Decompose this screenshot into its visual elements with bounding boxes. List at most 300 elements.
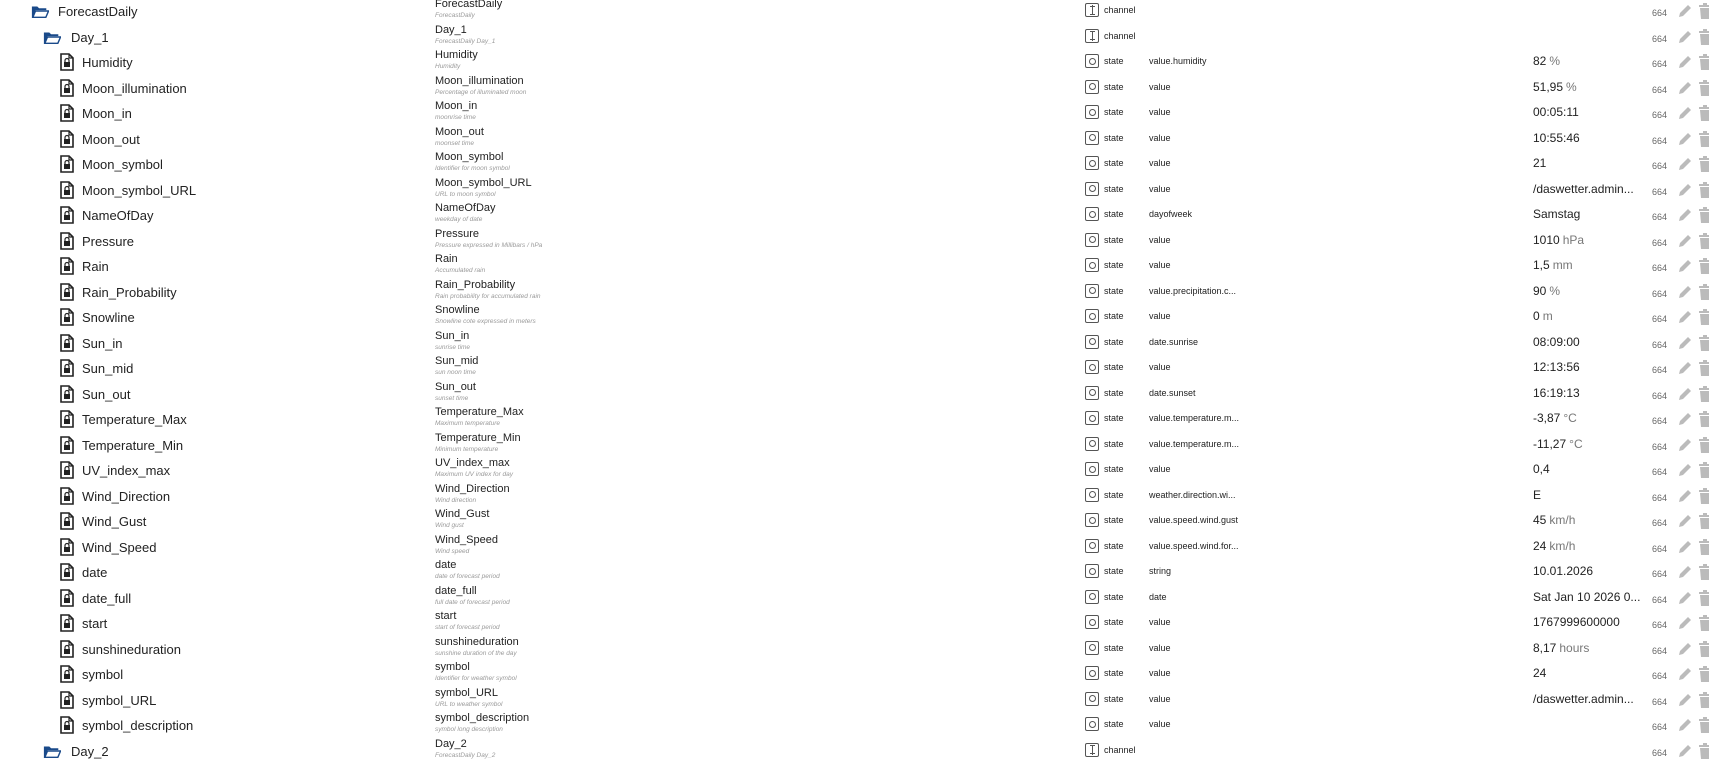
object-value[interactable]: [1533, 233, 1584, 247]
object-name: Rain_Probability: [435, 279, 515, 291]
state-file-icon: [58, 308, 76, 326]
state-type-icon: [1085, 105, 1099, 119]
tree-state-row[interactable]: [0, 51, 1709, 77]
object-description: URL to moon symbol: [435, 191, 496, 198]
pencil-icon[interactable]: [1677, 641, 1693, 657]
tree-state-row[interactable]: [0, 638, 1709, 664]
trash-icon[interactable]: [1699, 309, 1709, 325]
object-description: sunshine duration of the day: [435, 650, 517, 657]
value-text: 21: [1533, 156, 1546, 170]
channel-type-icon: [1085, 3, 1099, 17]
object-value[interactable]: [1533, 564, 1593, 578]
object-id: Moon_out: [82, 132, 140, 147]
object-description: full date of forecast period: [435, 599, 510, 606]
state-file-icon: [58, 283, 76, 301]
acl-permissions: 664: [1652, 238, 1667, 248]
tree-state-row[interactable]: [0, 128, 1709, 154]
object-id: Moon_symbol_URL: [82, 183, 196, 198]
object-value[interactable]: [1533, 360, 1580, 374]
trash-icon[interactable]: [1699, 182, 1709, 198]
object-value[interactable]: [1533, 462, 1550, 476]
acl-permissions: 664: [1652, 697, 1667, 707]
state-file-icon: [58, 79, 76, 97]
object-id: date_full: [82, 591, 131, 606]
value-text: 45: [1533, 513, 1546, 527]
trash-icon[interactable]: [1699, 615, 1709, 631]
value-unit: m: [1543, 309, 1553, 323]
object-role: value: [1149, 694, 1171, 704]
object-role: date.sunset: [1149, 388, 1196, 398]
trash-icon[interactable]: [1699, 564, 1709, 580]
acl-permissions: 664: [1652, 365, 1667, 375]
value-text: 0: [1533, 309, 1540, 323]
acl-permissions: 664: [1652, 569, 1667, 579]
object-value[interactable]: [1533, 437, 1583, 451]
folder-open-icon[interactable]: [43, 742, 61, 760]
object-name: Moon_symbol: [435, 151, 503, 163]
object-type: state: [1104, 260, 1124, 270]
value-text: /daswetter.admin...: [1533, 692, 1634, 706]
tree-state-row[interactable]: [0, 255, 1709, 281]
tree-state-row[interactable]: [0, 179, 1709, 205]
state-file-icon: [58, 155, 76, 173]
tree-state-row[interactable]: [0, 612, 1709, 638]
folder-open-icon[interactable]: [43, 28, 61, 46]
object-name: symbol: [435, 661, 470, 673]
trash-icon[interactable]: [1699, 717, 1709, 733]
state-file-icon: [58, 614, 76, 632]
trash-icon[interactable]: [1699, 233, 1709, 249]
acl-permissions: 664: [1652, 595, 1667, 605]
acl-permissions: 664: [1652, 212, 1667, 222]
tree-folder-row[interactable]: [0, 26, 1709, 52]
state-type-icon: [1085, 564, 1099, 578]
value-text: Samstag: [1533, 207, 1580, 221]
object-description: start of forecast period: [435, 624, 500, 631]
state-file-icon: [58, 257, 76, 275]
pencil-icon[interactable]: [1677, 590, 1693, 606]
object-type: state: [1104, 107, 1124, 117]
state-type-icon: [1085, 539, 1099, 553]
tree-state-row[interactable]: [0, 510, 1709, 536]
object-role: value.temperature.m...: [1149, 413, 1239, 423]
tree-state-row[interactable]: [0, 408, 1709, 434]
tree-state-row[interactable]: [0, 587, 1709, 613]
tree-state-row[interactable]: [0, 663, 1709, 689]
trash-icon[interactable]: [1699, 411, 1709, 427]
object-value[interactable]: [1533, 105, 1579, 119]
object-type: state: [1104, 158, 1124, 168]
tree-state-row[interactable]: [0, 485, 1709, 511]
trash-icon[interactable]: [1699, 3, 1709, 19]
object-type: state: [1104, 541, 1124, 551]
state-file-icon: [58, 461, 76, 479]
object-id: Humidity: [82, 55, 133, 70]
object-id: Wind_Speed: [82, 540, 156, 555]
object-description: Accumulated rain: [435, 267, 485, 274]
pencil-icon[interactable]: [1677, 80, 1693, 96]
state-file-icon: [58, 487, 76, 505]
object-name: Day_2: [435, 738, 467, 750]
pencil-icon[interactable]: [1677, 360, 1693, 376]
value-text: /daswetter.admin...: [1533, 182, 1634, 196]
object-id: Temperature_Min: [82, 438, 183, 453]
object-value[interactable]: [1533, 80, 1577, 94]
tree-state-row[interactable]: [0, 102, 1709, 128]
state-type-icon: [1085, 692, 1099, 706]
value-text: 8,17: [1533, 641, 1556, 655]
pencil-icon[interactable]: [1677, 105, 1693, 121]
trash-icon[interactable]: [1699, 335, 1709, 351]
object-name: Moon_symbol_URL: [435, 177, 532, 189]
object-description: Humidity: [435, 63, 460, 70]
object-id: NameOfDay: [82, 208, 154, 223]
object-name: Temperature_Min: [435, 432, 521, 444]
state-file-icon: [58, 691, 76, 709]
state-type-icon: [1085, 335, 1099, 349]
object-name: Humidity: [435, 49, 478, 61]
object-description: Wind direction: [435, 497, 476, 504]
value-text: 10.01.2026: [1533, 564, 1593, 578]
acl-permissions: 664: [1652, 8, 1667, 18]
acl-permissions: 664: [1652, 161, 1667, 171]
state-file-icon: [58, 563, 76, 581]
object-name: Wind_Gust: [435, 508, 489, 520]
object-description: ForecastDaily Day_2: [435, 752, 495, 759]
pencil-icon[interactable]: [1677, 258, 1693, 274]
object-description: Wind gust: [435, 522, 464, 529]
value-unit: %: [1549, 54, 1560, 68]
state-file-icon: [58, 130, 76, 148]
trash-icon[interactable]: [1699, 258, 1709, 274]
pencil-icon[interactable]: [1677, 564, 1693, 580]
object-description: sunset time: [435, 395, 468, 402]
object-id: Pressure: [82, 234, 134, 249]
object-value[interactable]: [1533, 335, 1580, 349]
object-value[interactable]: [1533, 156, 1546, 170]
object-description: Pressure expressed in Millibars / hPa: [435, 242, 542, 249]
object-description: Maximum UV index for day: [435, 471, 513, 478]
object-name: Wind_Speed: [435, 534, 498, 546]
object-description: Maximum temperature: [435, 420, 500, 427]
trash-icon[interactable]: [1699, 488, 1709, 504]
trash-icon[interactable]: [1699, 513, 1709, 529]
object-type: state: [1104, 566, 1124, 576]
state-type-icon: [1085, 462, 1099, 476]
tree-state-row[interactable]: [0, 153, 1709, 179]
object-role: value.temperature.m...: [1149, 439, 1239, 449]
object-role: value.precipitation.c...: [1149, 286, 1236, 296]
pencil-icon[interactable]: [1677, 488, 1693, 504]
state-type-icon: [1085, 182, 1099, 196]
object-name: symbol_URL: [435, 687, 498, 699]
tree-state-row[interactable]: [0, 332, 1709, 358]
pencil-icon[interactable]: [1677, 666, 1693, 682]
trash-icon[interactable]: [1699, 386, 1709, 402]
value-unit: °C: [1563, 411, 1576, 425]
acl-permissions: 664: [1652, 391, 1667, 401]
value-unit: km/h: [1549, 539, 1575, 553]
value-text: 24: [1533, 666, 1546, 680]
object-description: sunrise time: [435, 344, 470, 351]
pencil-icon[interactable]: [1677, 3, 1693, 19]
object-value[interactable]: [1533, 615, 1620, 629]
trash-icon[interactable]: [1699, 539, 1709, 555]
object-name: Moon_illumination: [435, 75, 524, 87]
value-text: 24: [1533, 539, 1546, 553]
trash-icon[interactable]: [1699, 156, 1709, 172]
object-id: Day_2: [71, 744, 109, 759]
state-type-icon: [1085, 666, 1099, 680]
object-type: state: [1104, 719, 1124, 729]
trash-icon[interactable]: [1699, 131, 1709, 147]
value-text: -11,27: [1533, 437, 1566, 451]
acl-permissions: 664: [1652, 314, 1667, 324]
pencil-icon[interactable]: [1677, 156, 1693, 172]
trash-icon[interactable]: [1699, 692, 1709, 708]
pencil-icon[interactable]: [1677, 284, 1693, 300]
object-role: value: [1149, 133, 1171, 143]
object-role: date: [1149, 592, 1167, 602]
value-text: 1010: [1533, 233, 1560, 247]
pencil-icon[interactable]: [1677, 131, 1693, 147]
state-file-icon: [58, 232, 76, 250]
object-role: value: [1149, 260, 1171, 270]
acl-permissions: 664: [1652, 263, 1667, 273]
object-id: start: [82, 616, 107, 631]
state-type-icon: [1085, 258, 1099, 272]
value-unit: °C: [1569, 437, 1582, 451]
acl-permissions: 664: [1652, 518, 1667, 528]
object-name: symbol_description: [435, 712, 529, 724]
object-value[interactable]: [1533, 309, 1553, 323]
object-id: Temperature_Max: [82, 412, 187, 427]
pencil-icon[interactable]: [1677, 743, 1693, 759]
acl-permissions: 664: [1652, 85, 1667, 95]
pencil-icon[interactable]: [1677, 437, 1693, 453]
trash-icon[interactable]: [1699, 462, 1709, 478]
value-unit: hours: [1559, 641, 1589, 655]
object-id: symbol: [82, 667, 123, 682]
object-description: URL to weather symbol: [435, 701, 502, 708]
object-value[interactable]: [1533, 182, 1634, 196]
object-value[interactable]: [1533, 411, 1577, 425]
tree-state-row[interactable]: [0, 689, 1709, 715]
tree-state-row[interactable]: [0, 281, 1709, 307]
object-name: Sun_in: [435, 330, 469, 342]
state-file-icon: [58, 512, 76, 530]
state-type-icon: [1085, 233, 1099, 247]
object-type: state: [1104, 439, 1124, 449]
object-name: date_full: [435, 585, 477, 597]
pencil-icon[interactable]: [1677, 717, 1693, 733]
folder-open-icon[interactable]: [31, 2, 49, 20]
acl-permissions: 664: [1652, 442, 1667, 452]
object-type: state: [1104, 490, 1124, 500]
trash-icon[interactable]: [1699, 590, 1709, 606]
object-value[interactable]: [1533, 258, 1573, 272]
object-id: date: [82, 565, 107, 580]
pencil-icon[interactable]: [1677, 233, 1693, 249]
object-name: date: [435, 559, 456, 571]
object-name: Moon_in: [435, 100, 477, 112]
pencil-icon[interactable]: [1677, 335, 1693, 351]
object-role: value.speed.wind.for...: [1149, 541, 1239, 551]
tree-state-row[interactable]: [0, 230, 1709, 256]
object-value[interactable]: [1533, 54, 1560, 68]
tree-state-row[interactable]: [0, 536, 1709, 562]
trash-icon[interactable]: [1699, 29, 1709, 45]
state-type-icon: [1085, 615, 1099, 629]
pencil-icon[interactable]: [1677, 29, 1693, 45]
object-type: channel: [1104, 5, 1136, 15]
object-type: state: [1104, 515, 1124, 525]
pencil-icon[interactable]: [1677, 386, 1693, 402]
trash-icon[interactable]: [1699, 360, 1709, 376]
tree-state-row[interactable]: [0, 77, 1709, 103]
acl-permissions: 664: [1652, 646, 1667, 656]
object-name: Wind_Direction: [435, 483, 510, 495]
pencil-icon[interactable]: [1677, 692, 1693, 708]
object-value[interactable]: [1533, 692, 1634, 706]
state-file-icon: [58, 359, 76, 377]
object-type: state: [1104, 133, 1124, 143]
object-description: moonrise time: [435, 114, 476, 121]
state-file-icon: [58, 589, 76, 607]
state-type-icon: [1085, 80, 1099, 94]
object-description: weekday of date: [435, 216, 482, 223]
value-unit: %: [1549, 284, 1560, 298]
pencil-icon[interactable]: [1677, 513, 1693, 529]
object-role: string: [1149, 566, 1171, 576]
pencil-icon[interactable]: [1677, 539, 1693, 555]
state-file-icon: [58, 716, 76, 734]
state-type-icon: [1085, 207, 1099, 221]
state-type-icon: [1085, 131, 1099, 145]
tree-state-row[interactable]: [0, 357, 1709, 383]
object-value[interactable]: [1533, 386, 1580, 400]
object-type: channel: [1104, 745, 1136, 755]
state-type-icon: [1085, 641, 1099, 655]
object-value[interactable]: [1533, 539, 1575, 553]
tree-state-row[interactable]: [0, 204, 1709, 230]
trash-icon[interactable]: [1699, 284, 1709, 300]
tree-folder-row[interactable]: [0, 740, 1709, 765]
state-type-icon: [1085, 360, 1099, 374]
acl-permissions: 664: [1652, 59, 1667, 69]
object-role: value.speed.wind.gust: [1149, 515, 1238, 525]
trash-icon[interactable]: [1699, 437, 1709, 453]
object-value[interactable]: [1533, 513, 1575, 527]
trash-icon[interactable]: [1699, 105, 1709, 121]
acl-permissions: 664: [1652, 136, 1667, 146]
trash-icon[interactable]: [1699, 666, 1709, 682]
object-id: Day_1: [71, 30, 109, 45]
tree-state-row[interactable]: [0, 459, 1709, 485]
object-role: weather.direction.wi...: [1149, 490, 1236, 500]
acl-permissions: 664: [1652, 544, 1667, 554]
object-value[interactable]: [1533, 590, 1640, 604]
object-type: state: [1104, 643, 1124, 653]
object-type: state: [1104, 668, 1124, 678]
object-role: value: [1149, 184, 1171, 194]
pencil-icon[interactable]: [1677, 309, 1693, 325]
object-value[interactable]: [1533, 207, 1580, 221]
object-role: value: [1149, 719, 1171, 729]
object-name: ForecastDaily: [435, 0, 502, 10]
object-value[interactable]: [1533, 131, 1580, 145]
object-type: state: [1104, 388, 1124, 398]
pencil-icon[interactable]: [1677, 411, 1693, 427]
state-type-icon: [1085, 488, 1099, 502]
state-type-icon: [1085, 411, 1099, 425]
object-description: Identifier for moon symbol: [435, 165, 510, 172]
tree-folder-row[interactable]: [0, 0, 1709, 26]
trash-icon[interactable]: [1699, 207, 1709, 223]
object-id: Moon_symbol: [82, 157, 163, 172]
value-text: 0,4: [1533, 462, 1550, 476]
trash-icon[interactable]: [1699, 80, 1709, 96]
trash-icon[interactable]: [1699, 641, 1709, 657]
object-id: ForecastDaily: [58, 4, 137, 19]
tree-state-row[interactable]: [0, 561, 1709, 587]
object-value[interactable]: [1533, 284, 1560, 298]
object-type: state: [1104, 311, 1124, 321]
value-unit: hPa: [1563, 233, 1584, 247]
pencil-icon[interactable]: [1677, 54, 1693, 70]
tree-state-row[interactable]: [0, 714, 1709, 740]
tree-state-row[interactable]: [0, 383, 1709, 409]
pencil-icon[interactable]: [1677, 182, 1693, 198]
object-name: Sun_out: [435, 381, 476, 393]
trash-icon[interactable]: [1699, 54, 1709, 70]
pencil-icon[interactable]: [1677, 462, 1693, 478]
object-role: date.sunrise: [1149, 337, 1198, 347]
object-name: Moon_out: [435, 126, 484, 138]
tree-state-row[interactable]: [0, 434, 1709, 460]
pencil-icon[interactable]: [1677, 615, 1693, 631]
object-name: Day_1: [435, 24, 467, 36]
object-value[interactable]: [1533, 641, 1589, 655]
object-type: state: [1104, 464, 1124, 474]
tree-state-row[interactable]: [0, 306, 1709, 332]
object-id: Snowline: [82, 310, 135, 325]
object-id: Sun_out: [82, 387, 130, 402]
object-id: Moon_in: [82, 106, 132, 121]
object-description: symbol long description: [435, 726, 503, 733]
state-file-icon: [58, 206, 76, 224]
state-type-icon: [1085, 437, 1099, 451]
object-type: state: [1104, 592, 1124, 602]
acl-permissions: 664: [1652, 34, 1667, 44]
object-id: Rain_Probability: [82, 285, 177, 300]
object-type: state: [1104, 235, 1124, 245]
state-type-icon: [1085, 156, 1099, 170]
object-id: Wind_Gust: [82, 514, 146, 529]
object-id: Wind_Direction: [82, 489, 170, 504]
value-text: -3,87: [1533, 411, 1560, 425]
object-role: value: [1149, 107, 1171, 117]
object-value[interactable]: [1533, 488, 1541, 502]
pencil-icon[interactable]: [1677, 207, 1693, 223]
acl-permissions: 664: [1652, 493, 1667, 503]
object-type: channel: [1104, 31, 1136, 41]
object-type: state: [1104, 694, 1124, 704]
state-type-icon: [1085, 309, 1099, 323]
trash-icon[interactable]: [1699, 743, 1709, 759]
state-file-icon: [58, 436, 76, 454]
object-value[interactable]: [1533, 666, 1546, 680]
